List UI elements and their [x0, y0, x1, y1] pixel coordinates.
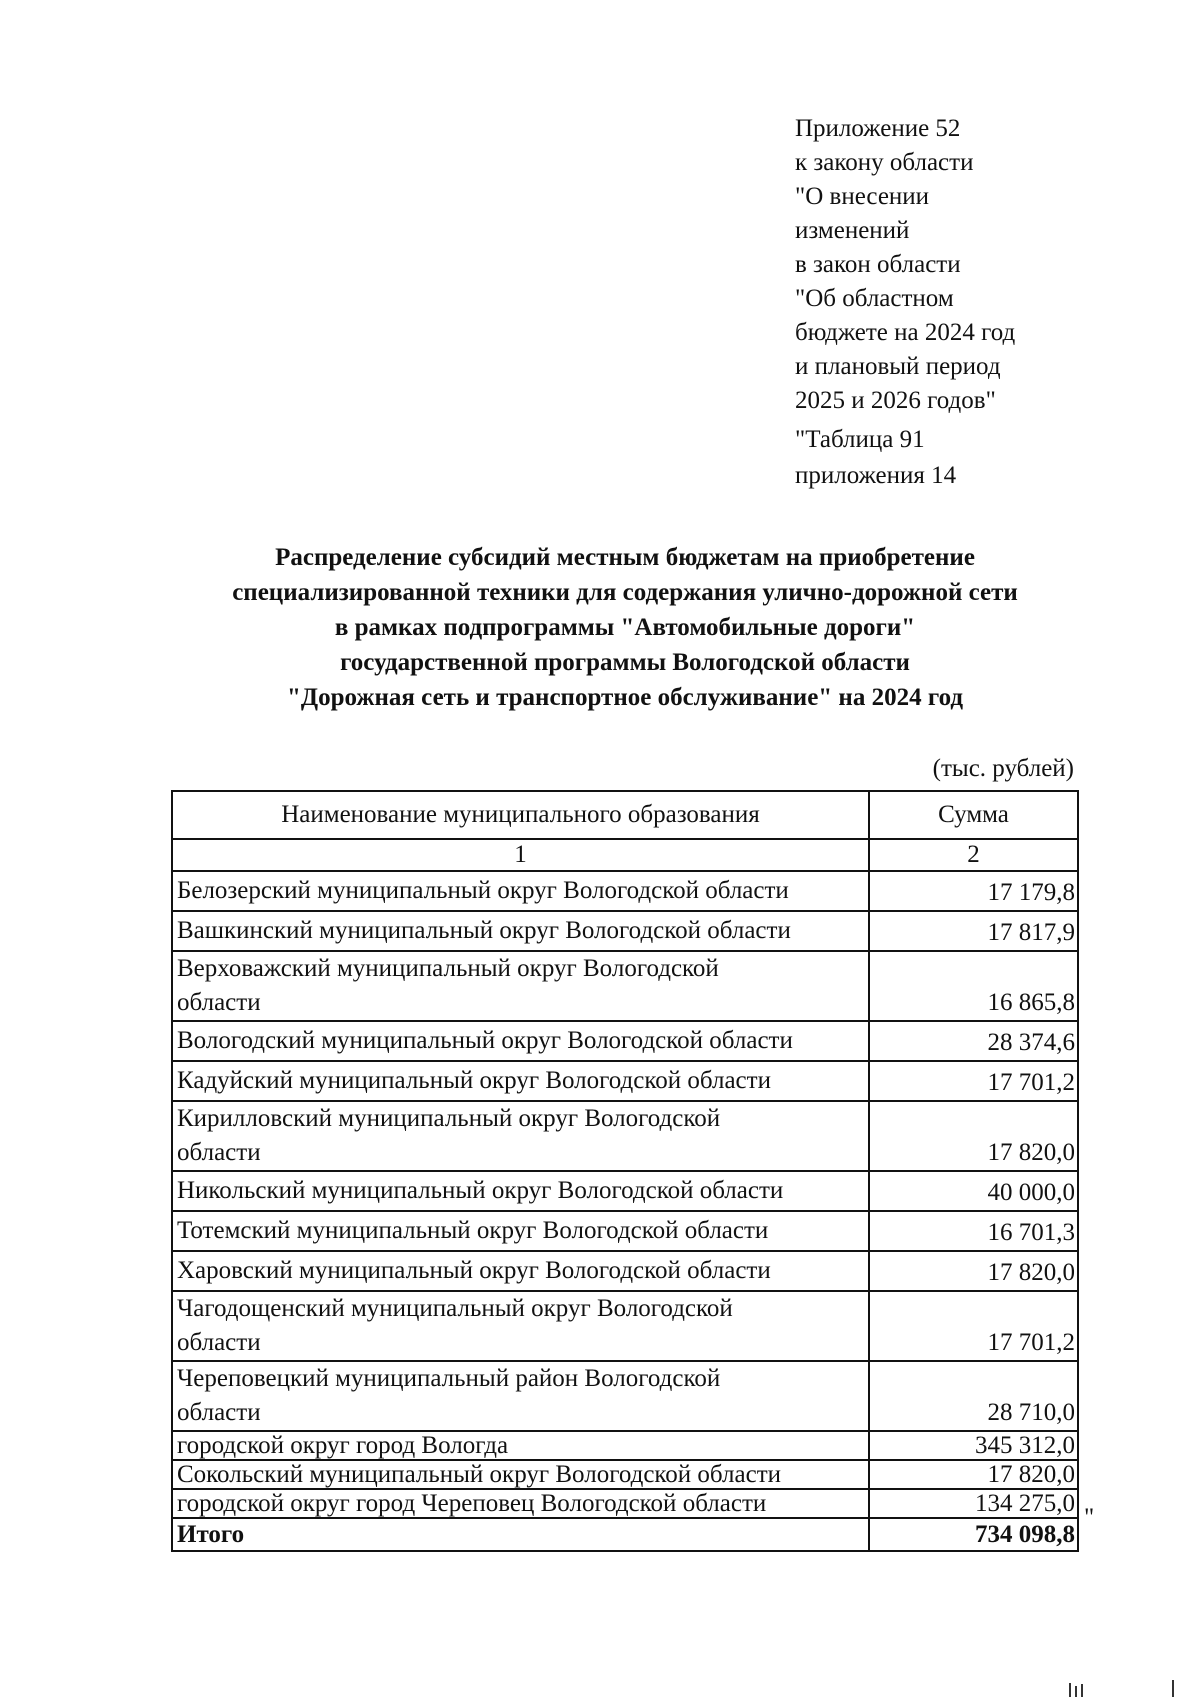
scan-artifact [1075, 1686, 1077, 1697]
table-row [172, 1361, 1078, 1431]
scan-artifact [1069, 1683, 1071, 1697]
municipality-name: Тотемский муниципальный округ Вологодской области [172, 1211, 869, 1251]
appendix-line: и плановый период [795, 353, 1001, 380]
column-header-name: Наименование муниципального образования [172, 791, 869, 839]
municipality-name: Харовский муниципальный округ Вологодской области [172, 1251, 869, 1291]
table-row [172, 1291, 1078, 1361]
table-reference-line: "Таблица 91 [795, 426, 925, 453]
document-title [150, 540, 1100, 715]
appendix-line: в закон области [795, 251, 961, 278]
subsidy-sum: 17 817,9 [869, 911, 1078, 951]
header-row [172, 791, 1078, 839]
scan-artifact [1172, 1680, 1174, 1697]
municipality-name: Кирилловский муниципальный округ Вологодской области [172, 1101, 869, 1171]
column-number-row [172, 839, 1078, 871]
total-row [172, 1518, 1078, 1551]
municipality-name: Верховажский муниципальный округ Вологодской области [172, 951, 869, 1021]
subsidy-sum: 134 275,0 [869, 1489, 1078, 1518]
municipality-name: Сокольский муниципальный округ Вологодской области [172, 1460, 869, 1489]
municipality-name: городской округ город Череповец Вологодской области [172, 1489, 869, 1518]
column-number: 1 [172, 839, 869, 871]
closing-quote: " [1084, 1504, 1095, 1531]
table-row [172, 911, 1078, 951]
subsidy-sum: 345 312,0 [869, 1431, 1078, 1460]
subsidy-sum: 16 701,3 [869, 1211, 1078, 1251]
table-row [172, 1251, 1078, 1291]
subsidy-sum: 17 179,8 [869, 871, 1078, 911]
table-row [172, 1489, 1078, 1518]
appendix-line: изменений [795, 217, 910, 244]
municipality-name: Вашкинский муниципальный округ Вологодской области [172, 911, 869, 951]
total-sum: 734 098,8 [869, 1518, 1078, 1551]
subsidy-sum: 16 865,8 [869, 951, 1078, 1021]
appendix-line: "О внесении [795, 183, 930, 210]
table-row [172, 951, 1078, 1021]
appendix-header [795, 112, 1125, 494]
municipality-name: Белозерский муниципальный округ Вологодской области [172, 871, 869, 911]
municipality-name: Никольский муниципальный округ Вологодской области [172, 1171, 869, 1211]
table-row [172, 1061, 1078, 1101]
title-line: "Дорожная сеть и транспортное обслуживание" на 2024 год [287, 684, 963, 711]
table-row [172, 1211, 1078, 1251]
municipality-name: Кадуйский муниципальный округ Вологодской области [172, 1061, 869, 1101]
appendix-line: бюджете на 2024 год [795, 319, 1016, 346]
table-row [172, 1021, 1078, 1061]
subsidy-sum: 17 820,0 [869, 1251, 1078, 1291]
title-line: в рамках подпрограммы "Автомобильные дороги" [334, 614, 916, 641]
subsidy-sum: 28 710,0 [869, 1361, 1078, 1431]
table-row [172, 1460, 1078, 1489]
table-reference-line: приложения 14 [795, 462, 957, 489]
title-line: Распределение субсидий местным бюджетам на приобретение [275, 544, 975, 571]
appendix-line: к закону области [795, 149, 974, 176]
column-header-sum: Сумма [869, 791, 1078, 839]
municipality-name: Чагодощенский муниципальный округ Вологодской области [172, 1291, 869, 1361]
units-label: (тыс. рублей) [932, 755, 1074, 782]
table-row [172, 1101, 1078, 1171]
subsidy-sum: 17 820,0 [869, 1460, 1078, 1489]
subsidy-sum: 17 820,0 [869, 1101, 1078, 1171]
appendix-line: Приложение 52 [795, 115, 961, 142]
municipality-name: Вологодский муниципальный округ Вологодской области [172, 1021, 869, 1061]
scan-artifact [1081, 1684, 1083, 1697]
appendix-line: 2025 и 2026 годов" [795, 387, 996, 414]
total-label: Итого [172, 1518, 869, 1551]
municipality-name: Череповецкий муниципальный район Вологодской области [172, 1361, 869, 1431]
table-reference [795, 422, 1125, 494]
table-row [172, 1171, 1078, 1211]
appendix-line: "Об областном [795, 285, 954, 312]
table-row [172, 871, 1078, 911]
subsidy-sum: 17 701,2 [869, 1291, 1078, 1361]
title-line: государственной программы Вологодской области [340, 649, 910, 676]
subsidy-table [171, 790, 1079, 1552]
table-row [172, 1431, 1078, 1460]
column-number: 2 [869, 839, 1078, 871]
subsidy-sum: 28 374,6 [869, 1021, 1078, 1061]
title-line: специализированной техники для содержания улично-дорожной сети [232, 579, 1018, 606]
subsidy-sum: 17 701,2 [869, 1061, 1078, 1101]
municipality-name: городской округ город Вологда [172, 1431, 869, 1460]
subsidy-sum: 40 000,0 [869, 1171, 1078, 1211]
